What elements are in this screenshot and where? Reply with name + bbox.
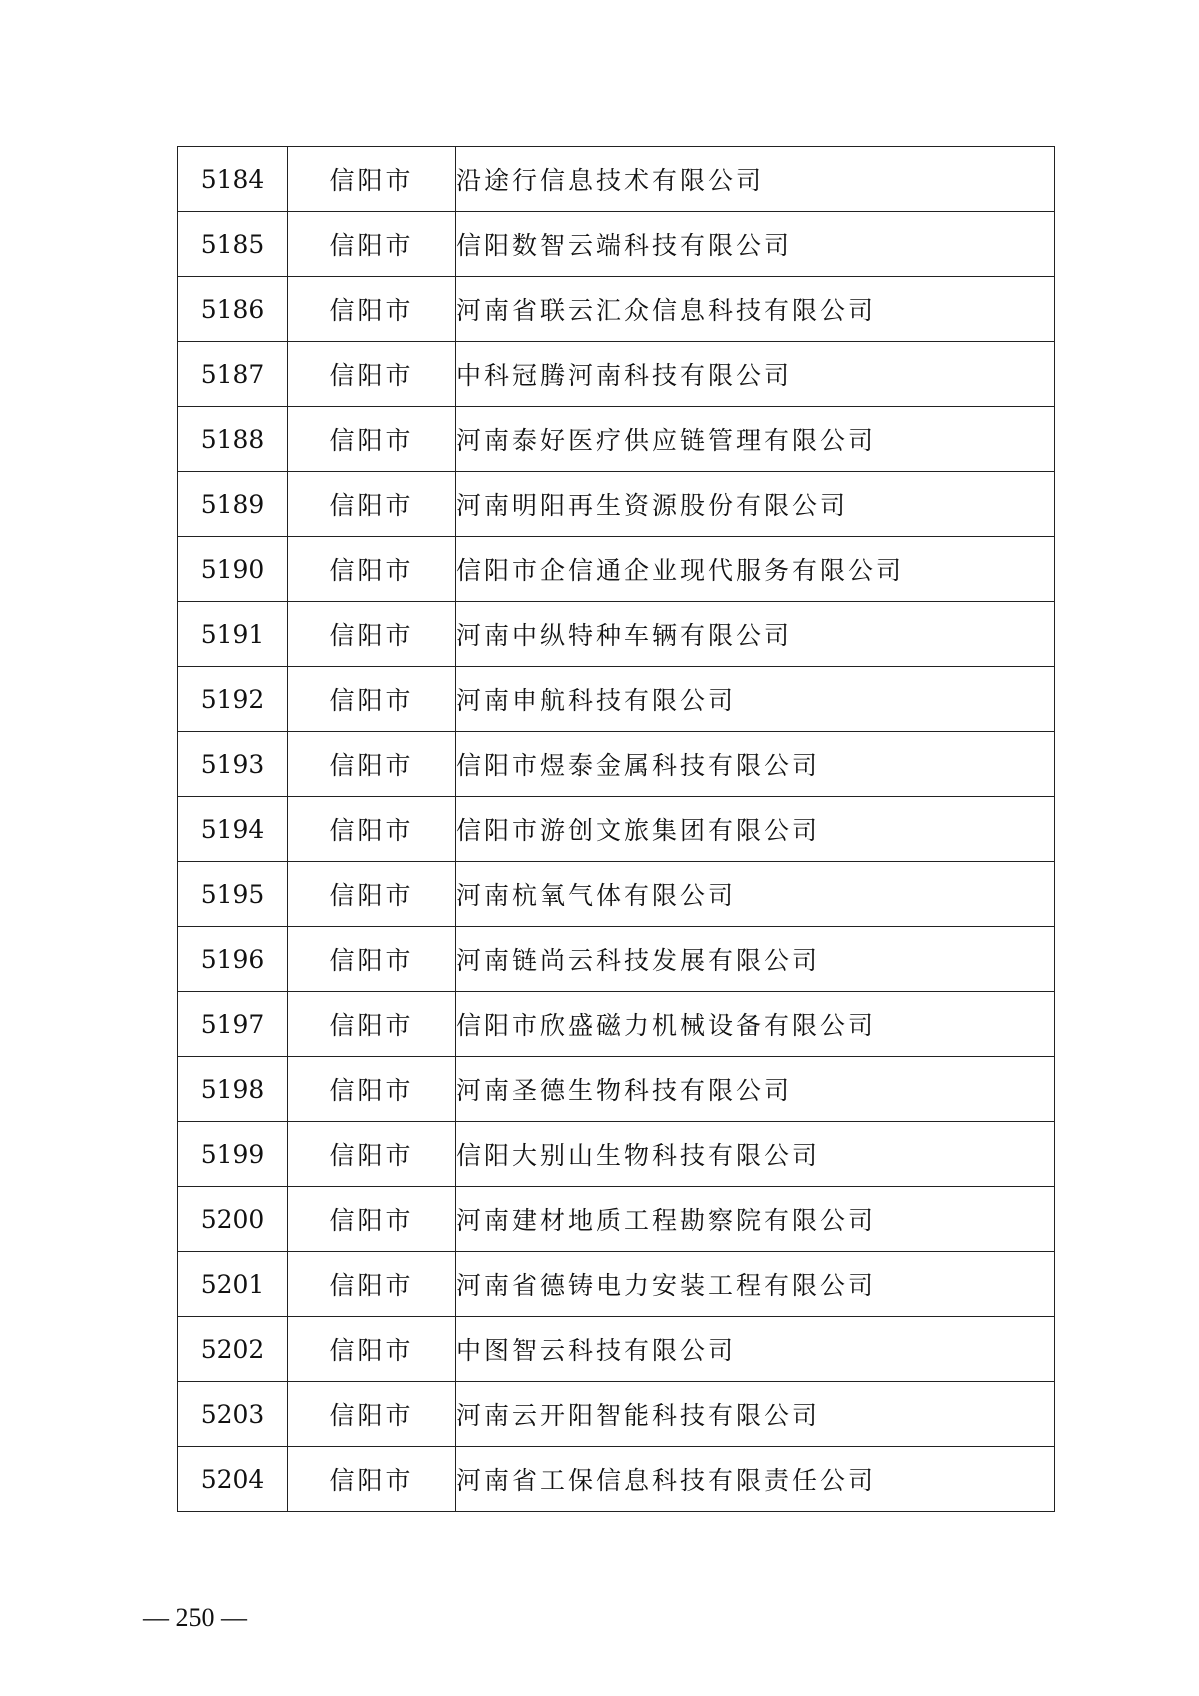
table-row (178, 277, 1055, 342)
row-company-name: 河南申航科技有限公司 (456, 667, 1055, 732)
row-number: 5184 (178, 147, 288, 212)
row-company-name: 河南泰好医疗供应链管理有限公司 (456, 407, 1055, 472)
row-number: 5193 (178, 732, 288, 797)
row-company-name: 河南云开阳智能科技有限公司 (456, 1382, 1055, 1447)
row-number: 5202 (178, 1317, 288, 1382)
table-row (178, 407, 1055, 472)
row-company-name: 信阳市煜泰金属科技有限公司 (456, 732, 1055, 797)
row-city: 信阳市 (288, 992, 456, 1057)
row-company-name: 河南明阳再生资源股份有限公司 (456, 472, 1055, 537)
table-row (178, 147, 1055, 212)
row-city: 信阳市 (288, 732, 456, 797)
table-row (178, 1382, 1055, 1447)
row-number: 5189 (178, 472, 288, 537)
row-city: 信阳市 (288, 862, 456, 927)
row-number: 5188 (178, 407, 288, 472)
row-number: 5196 (178, 927, 288, 992)
page-number: — 250 — (143, 1603, 247, 1632)
row-number: 5201 (178, 1252, 288, 1317)
table-body (178, 147, 1055, 1512)
row-number: 5204 (178, 1447, 288, 1512)
row-company-name: 河南中纵特种车辆有限公司 (456, 602, 1055, 667)
table-row (178, 472, 1055, 537)
row-number: 5187 (178, 342, 288, 407)
table-row (178, 1122, 1055, 1187)
table-row (178, 537, 1055, 602)
table-row (178, 797, 1055, 862)
row-city: 信阳市 (288, 927, 456, 992)
row-company-name: 河南省联云汇众信息科技有限公司 (456, 277, 1055, 342)
row-number: 5197 (178, 992, 288, 1057)
table-row (178, 1057, 1055, 1122)
table-row (178, 212, 1055, 277)
table-row (178, 732, 1055, 797)
row-city: 信阳市 (288, 212, 456, 277)
table-row (178, 1252, 1055, 1317)
table-row (178, 927, 1055, 992)
row-city: 信阳市 (288, 1317, 456, 1382)
row-company-name: 中科冠腾河南科技有限公司 (456, 342, 1055, 407)
row-number: 5198 (178, 1057, 288, 1122)
row-company-name: 河南建材地质工程勘察院有限公司 (456, 1187, 1055, 1252)
row-number: 5203 (178, 1382, 288, 1447)
row-city: 信阳市 (288, 1382, 456, 1447)
row-company-name: 信阳数智云端科技有限公司 (456, 212, 1055, 277)
row-city: 信阳市 (288, 797, 456, 862)
row-company-name: 河南省德铸电力安装工程有限公司 (456, 1252, 1055, 1317)
table-row (178, 602, 1055, 667)
row-number: 5199 (178, 1122, 288, 1187)
row-company-name: 中图智云科技有限公司 (456, 1317, 1055, 1382)
table-row (178, 862, 1055, 927)
row-company-name: 河南省工保信息科技有限责任公司 (456, 1447, 1055, 1512)
row-company-name: 河南圣德生物科技有限公司 (456, 1057, 1055, 1122)
row-city: 信阳市 (288, 1447, 456, 1512)
row-city: 信阳市 (288, 147, 456, 212)
row-number: 5200 (178, 1187, 288, 1252)
row-company-name: 信阳市欣盛磁力机械设备有限公司 (456, 992, 1055, 1057)
row-company-name: 河南杭氧气体有限公司 (456, 862, 1055, 927)
table-row (178, 992, 1055, 1057)
row-number: 5195 (178, 862, 288, 927)
row-city: 信阳市 (288, 472, 456, 537)
row-city: 信阳市 (288, 342, 456, 407)
row-number: 5192 (178, 667, 288, 732)
row-company-name: 信阳市企信通企业现代服务有限公司 (456, 537, 1055, 602)
row-number: 5186 (178, 277, 288, 342)
row-city: 信阳市 (288, 667, 456, 732)
row-number: 5185 (178, 212, 288, 277)
row-city: 信阳市 (288, 1057, 456, 1122)
table-row (178, 1317, 1055, 1382)
company-list-table (177, 146, 1055, 1512)
table-row (178, 342, 1055, 407)
row-company-name: 河南链尚云科技发展有限公司 (456, 927, 1055, 992)
row-city: 信阳市 (288, 407, 456, 472)
row-city: 信阳市 (288, 537, 456, 602)
row-company-name: 信阳大别山生物科技有限公司 (456, 1122, 1055, 1187)
row-city: 信阳市 (288, 602, 456, 667)
row-city: 信阳市 (288, 1122, 456, 1187)
table-row (178, 1187, 1055, 1252)
row-city: 信阳市 (288, 277, 456, 342)
row-number: 5190 (178, 537, 288, 602)
row-company-name: 信阳市游创文旅集团有限公司 (456, 797, 1055, 862)
row-city: 信阳市 (288, 1252, 456, 1317)
row-company-name: 沿途行信息技术有限公司 (456, 147, 1055, 212)
table-row (178, 667, 1055, 732)
row-number: 5194 (178, 797, 288, 862)
table-row (178, 1447, 1055, 1512)
row-number: 5191 (178, 602, 288, 667)
row-city: 信阳市 (288, 1187, 456, 1252)
